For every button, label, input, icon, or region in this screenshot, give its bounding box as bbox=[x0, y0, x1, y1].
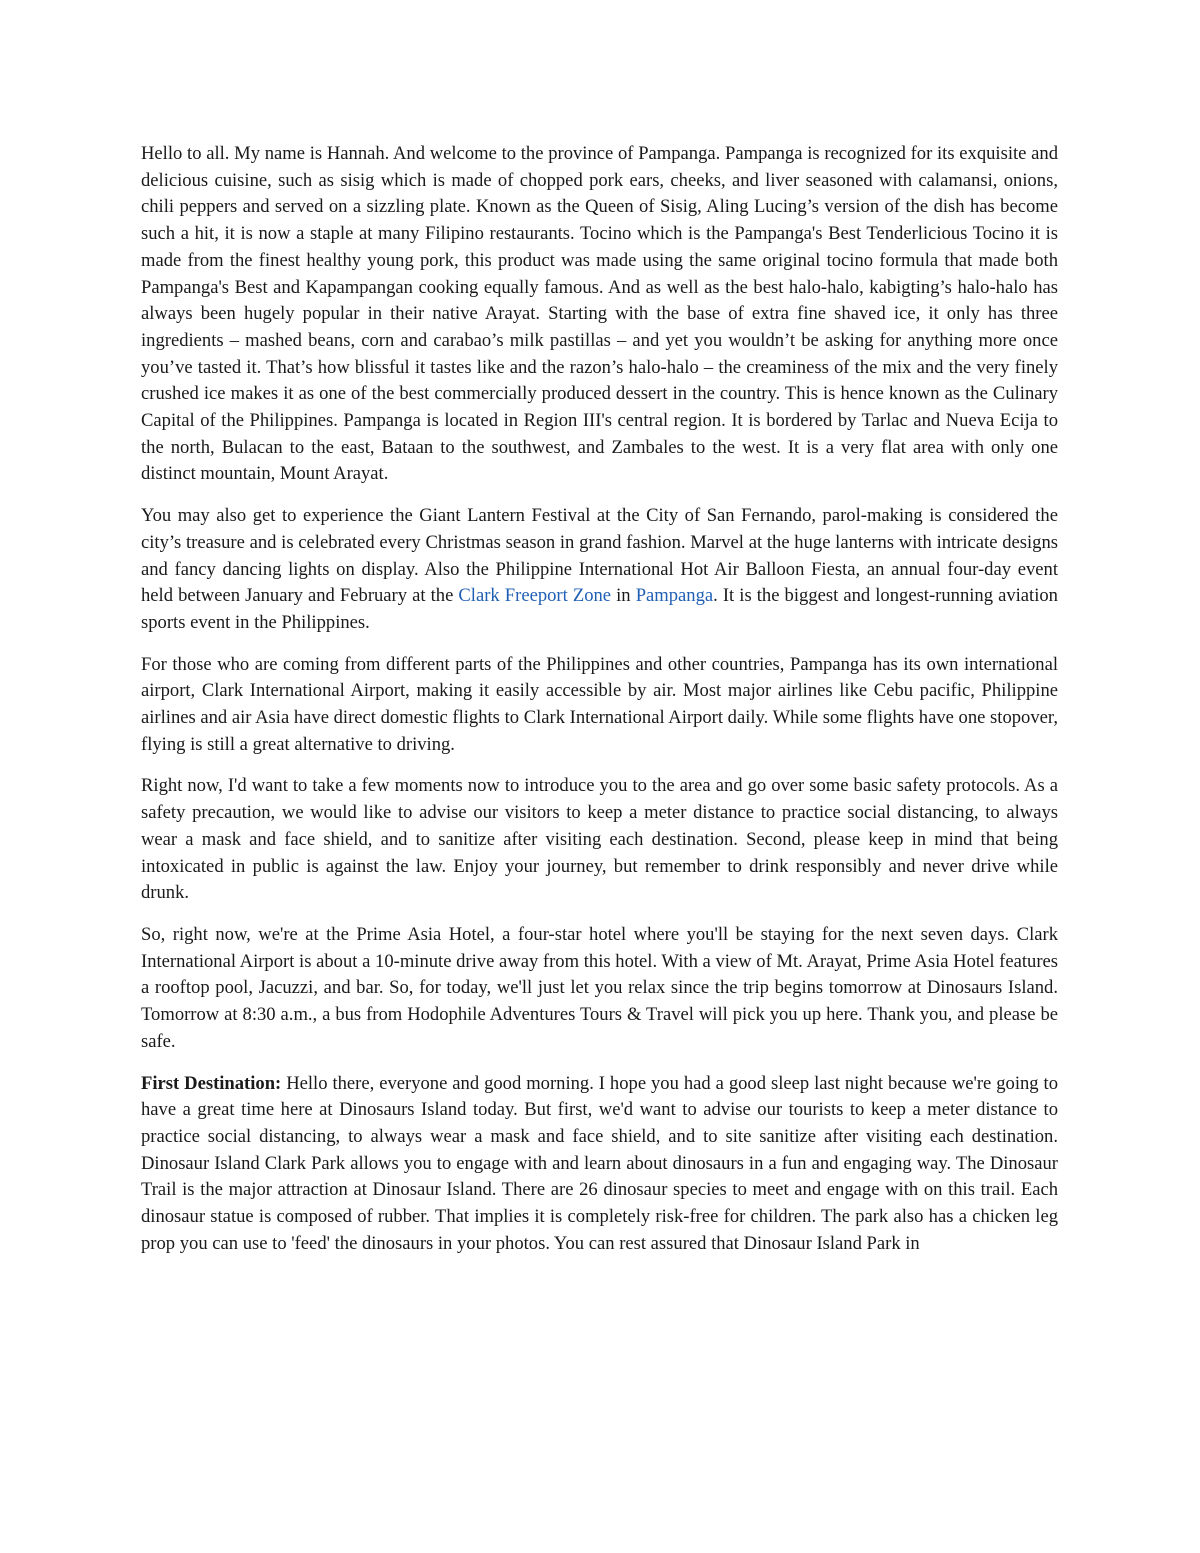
paragraph-festivals-text-start: You may also get to experience the Giant Lantern Festival at the City of San Fernando, parol-making is considered the city’s treasure and is celebrated every Christmas season in grand fashion. Marvel at the huge lanterns with intricate designs and fancy dancing lights on display. Also the Philippine International Hot Air Balloon Fiesta, an annual four-day event held between January and February at the bbox=[141, 505, 1058, 607]
paragraph-festivals-text-end: . It is the biggest and longest-running aviation sports event in the Philippines. bbox=[141, 585, 1058, 633]
paragraph-safety: Right now, I'd want to take a few moments now to introduce you to the area and go over some basic safety protocols. As a safety precaution, we would like to advise our visitors to keep a meter distance to practice social distancing, to always wear a mask and face shield, and to sanitize after visiting each destination. Second, please keep in mind that being intoxicated in public is against the law. Enjoy your journey, but remember to drink responsibly and never drive while drunk. bbox=[141, 775, 1058, 904]
pampanga-link[interactable]: Pampanga bbox=[635, 585, 714, 607]
paragraph-first-destination bbox=[141, 1071, 1058, 1258]
paragraph-intro: Hello to all. My name is Hannah. And welcome to the province of Pampanga. Pampanga is recognized for its exquisite and delicious cuisine, such as sisig which is made of chopped pork ears, cheeks, and liver seasoned with calamansi, onions, chili peppers and served on a sizzling plate. Known as the Queen of Sisig, Aling Lucing’s version of the dish has become such a hit, it is now a staple at many Filipino restaurants. Tocino which is the Pampanga's Best Tenderlicious Tocino it is made from the finest healthy young pork, this product was made using the same original tocino formula that made both Pampanga's Best and Kapampangan cooking equally famous. And as well as the best halo-halo, kabigting’s halo-halo has always been hugely popular in their native Arayat. Starting with the base of extra fine shaved ice, it only has three ingredients – mashed beans, corn and carabao’s milk pastillas – and yet you wouldn’t be asking for anything more once you’ve tasted it. That’s how blissful it tastes like and the razon’s halo-halo – the creaminess of the mix and the very finely crushed ice makes it as one of the best commercially produced dessert in the country. This is hence known as the Culinary Capital of the Philippines. Pampanga is located in Region III's central region. It is bordered by Tarlac and Nueva Ecija to the north, Bulacan to the east, Bataan to the southwest, and Zambales to the west. It is a very flat area with only one distinct mountain, Mount Arayat. bbox=[141, 143, 1058, 485]
paragraph-airport: For those who are coming from different parts of the Philippines and other countries, Pampanga has its own international airport, Clark International Airport, making it easily accessible by air. Most major airlines like Cebu pacific, Philippine airlines and air Asia have direct domestic flights to Clark International Airport daily. While some flights have one stopover, flying is still a great alternative to driving. bbox=[141, 653, 1058, 755]
paragraph-festivals-text-mid: in bbox=[611, 585, 636, 607]
paragraph-hotel: So, right now, we're at the Prime Asia Hotel, a four-star hotel where you'll be staying for the next seven days. Clark International Airport is about a 10-minute drive away from this hotel. With a view of Mt. Arayat, Prime Asia Hotel features a rooftop pool, Jacuzzi, and bar. So, for today, we'll just let you relax since the trip begins tomorrow at Dinosaurs Island. Tomorrow at 8:30 a.m., a bus from Hodophile Adventures Tours & Travel will pick you up here. Thank you, and please be safe. bbox=[141, 923, 1058, 1052]
document-body bbox=[141, 141, 1058, 1257]
first-destination-label: First Destination: bbox=[141, 1072, 282, 1094]
clark-freeport-zone-link[interactable]: Clark Freeport Zone bbox=[458, 585, 612, 607]
paragraph-festivals bbox=[141, 503, 1058, 637]
first-destination-text: Hello there, everyone and good morning. I hope you had a good sleep last night because we're going to have a great time here at Dinosaurs Island today. But first, we'd want to advise our tourists to keep a meter distance to practice social distancing, to always wear a mask and face shield, and to site sanitize after visiting each destination. Dinosaur Island Clark Park allows you to engage with and learn about dinosaurs in a fun and engaging way. The Dinosaur Trail is the major attraction at Dinosaur Island. There are 26 dinosaur species to meet and engage with on this trail. Each dinosaur statue is composed of rubber. That implies it is completely risk-free for children. The park also has a chicken leg prop you can use to 'feed' the dinosaurs in your photos. You can rest assured that Dinosaur Island Park in bbox=[141, 1072, 1058, 1254]
